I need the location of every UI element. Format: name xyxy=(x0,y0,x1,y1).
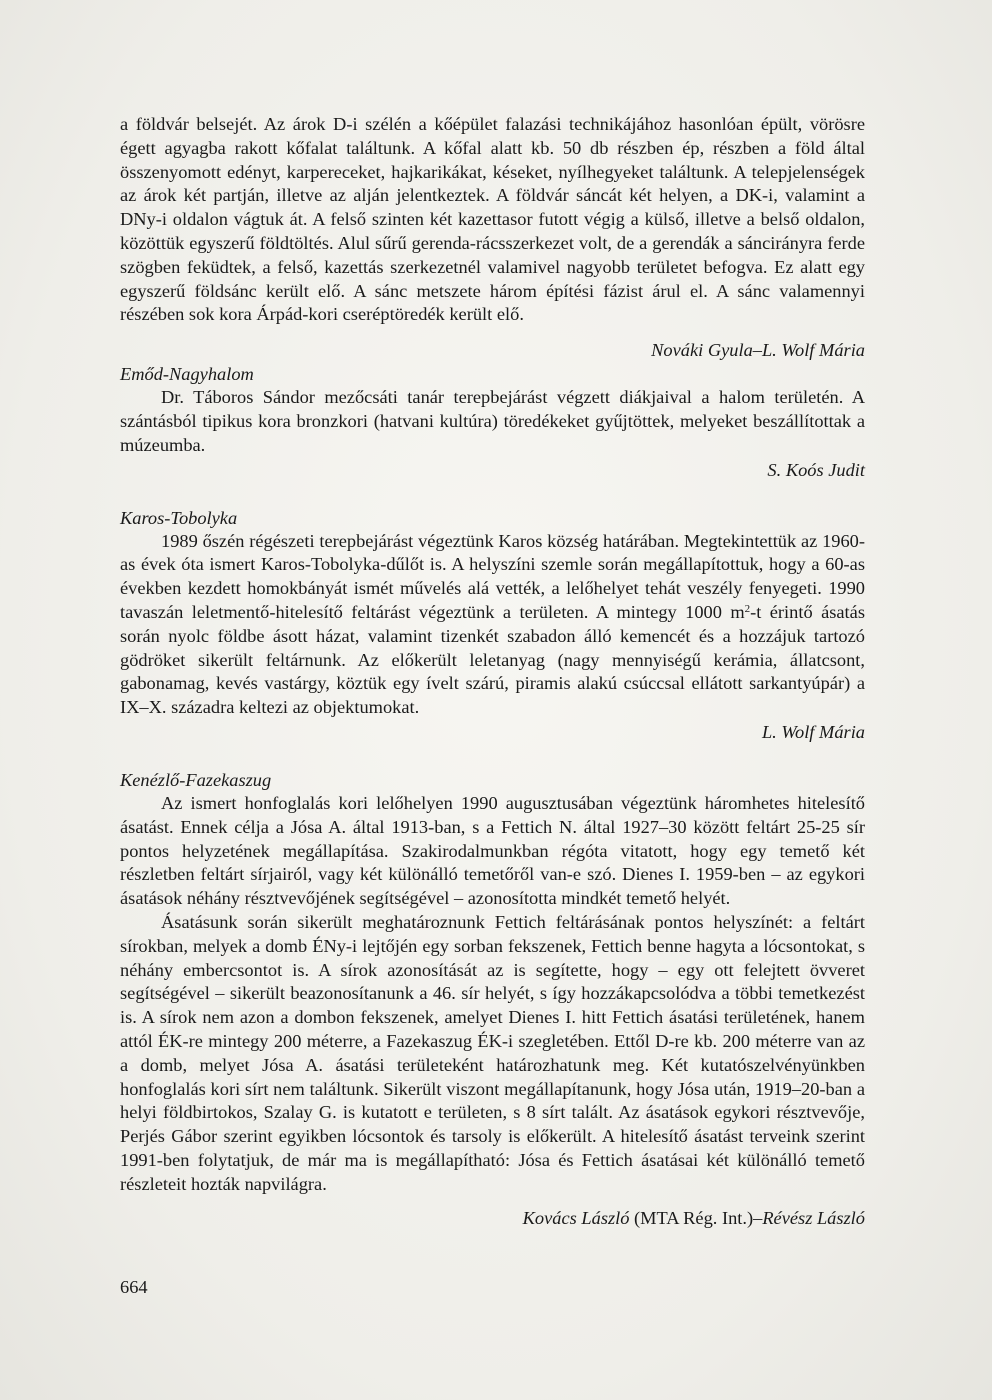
page-number: 664 xyxy=(120,1277,148,1297)
section-kenezlo-fazekaszug xyxy=(120,768,865,1231)
section-heading: Karos-Tobolyka xyxy=(120,507,238,528)
body-paragraph xyxy=(120,530,865,720)
body-paragraph: a földvár belsejét. Az árok D-i szélén a kőépület falazási technikájához hasonlóan épült, vörösre égett agyagba rakott kőfalat találtunk. A kőfal alatt kb. 50 db részben ép, részben a föld által összenyomott edényt, karpereceket, hajkarikákat, késeket, nyílhegyeket találtunk. A telepjelenségek az árok két partján, illetve az alján jelentkeztek. A földvár sáncát két helyen, a DK-i, valamint a DNy-i oldalon vágtuk át. A felső szinten két kazettasor futott végig a külső, illetve a belső oldalon, közöttük egyszerű földtöltés. Alul sűrű gerenda-rácsszerkezet volt, de a gerendák a sáncirányra ferde szögben feküdtek, a felső, kazettás szerkezetnél valamivel nagyobb területet befogva. Ez alatt egy egyszerű földsánc került elő. A sánc metszete három építési fázist árul el. A sánc valamennyi részében sok kora Árpád-kori cseréptöredék került elő. xyxy=(120,114,865,325)
body-paragraph: Az ismert honfoglalás kori lelőhelyen 1990 augusztusában végeztünk háromhetes hitelesítő ásatást. Ennek célja a Jósa A. által 1913-ban, s a Fettich N. által 1927–30 között feltárt 25-25 sír pontos helyzetének megállapítása. Szakirodalmunkban régóta vitatott, hogy egy temető két részletben feltárt sírjairól, vagy két különálló temetőről van-e szó. Dienes I. 1959-ben – az egykori ásatások néhány résztvevőjének segítségével – azonosította mindkét temető helyét. xyxy=(120,792,865,909)
author-byline: L. Wolf Mária xyxy=(761,721,865,742)
body-paragraph: Dr. Táboros Sándor mezőcsáti tanár terepbejárást végzett diákjaival a halom területén. A szántásból tipikus kora bronzkori (hatvani kultúra) töredékeket gyűjtöttek, melyeket beszállítottak a múzeumba. xyxy=(120,387,865,455)
area-superscript: 2 xyxy=(744,602,751,615)
text-column xyxy=(120,113,865,1230)
author-byline xyxy=(120,1206,865,1230)
section-karos-tobolyka xyxy=(120,506,865,744)
section-heading: Kenézlő-Fazekaszug xyxy=(120,769,272,790)
section-foldvar xyxy=(120,113,865,362)
section-heading: Emőd-Nagyhalom xyxy=(120,364,254,385)
author-name: Kovács László xyxy=(522,1208,630,1229)
paragraph-text: 1989 őszén régészeti terepbejárást végeztünk Karos község határában. Megtekintettük az 1960-as évek óta ismert Karos-Tobolyka-dűlőt is. A helyszíni szemle során megállapítottuk, hogy a 60-as években kezdett homokbányát ismét művelés alá vették, a lelőhelyet tehát veszély fenyegeti. 1990 tavaszán leletmentő-hitelesítő feltárást végeztünk a területen. A mintegy 1000 m xyxy=(120,530,865,622)
body-paragraph: Ásatásunk során sikerült meghatároznunk Fettich feltárásának pontos helyszínét: a feltárt sírokban, melyek a domb ÉNy-i lejtőjén egy sorban fekszenek, Fettich benne hagyta a lócsontokat, s néhány embercsontot is. A sírok azonosítását az is segítette, hogy – egy ott felejtett övveret segítségével – sikerült beazonosítanunk a 46. sír helyét, s így hozzákapcsolódva a többi temetkezést is. A sírok nem azon a dombon fekszenek, amelyet Dienes I. hitt Fettich ásatási területének, hanem attól ÉK-re mintegy 200 méterre, a Fazekaszug ÉK-i szegletében. Ettől D-re kb. 200 méterre van az a domb, melyet Jósa A. ásatási területeként határozhatunk meg. Két kutatószelvényünkben honfoglalás kori sírt nem találtunk. Sikerült viszont megállapítanunk, hogy Jósa után, 1919–20-ban a helyi földbirtokos, Szalay G. is kutatott e területen, s 8 sírt talált. Az ásatások egykori résztvevője, Perjés Gábor szerint egyikben lócsontok és tarsoly is előkerült. A hitelesítő ásatást terveink szerint 1991-ben folytatjuk, de már ma is megállapítható: Jósa és Fettich ásatásai két különálló temető részleteit hozták napvilágra. xyxy=(120,911,865,1194)
paragraph-text: -t érintő ásatás során nyolc földbe ásott házat, valamint tizenkét szabadon álló kemencét és a hozzájuk tartozó gödröket sikerült feltárnunk. Az előkerült leletanyag (nagy mennyiségű kerámia, állatcsont, gabonamag, kevés vastárgy, köztük egy ívelt szárú, piramis alakú csúccsal ellátott sarkantyúpár) a IX–X. századra keltezi az objektumokat. xyxy=(120,601,865,718)
author-affiliation: (MTA Rég. Int.)– xyxy=(629,1208,763,1229)
section-emod-nagyhalom xyxy=(120,362,865,481)
author-byline: Nováki Gyula–L. Wolf Mária xyxy=(651,340,865,361)
author-byline: S. Koós Judit xyxy=(767,459,865,480)
author-name: Révész László xyxy=(762,1208,865,1229)
